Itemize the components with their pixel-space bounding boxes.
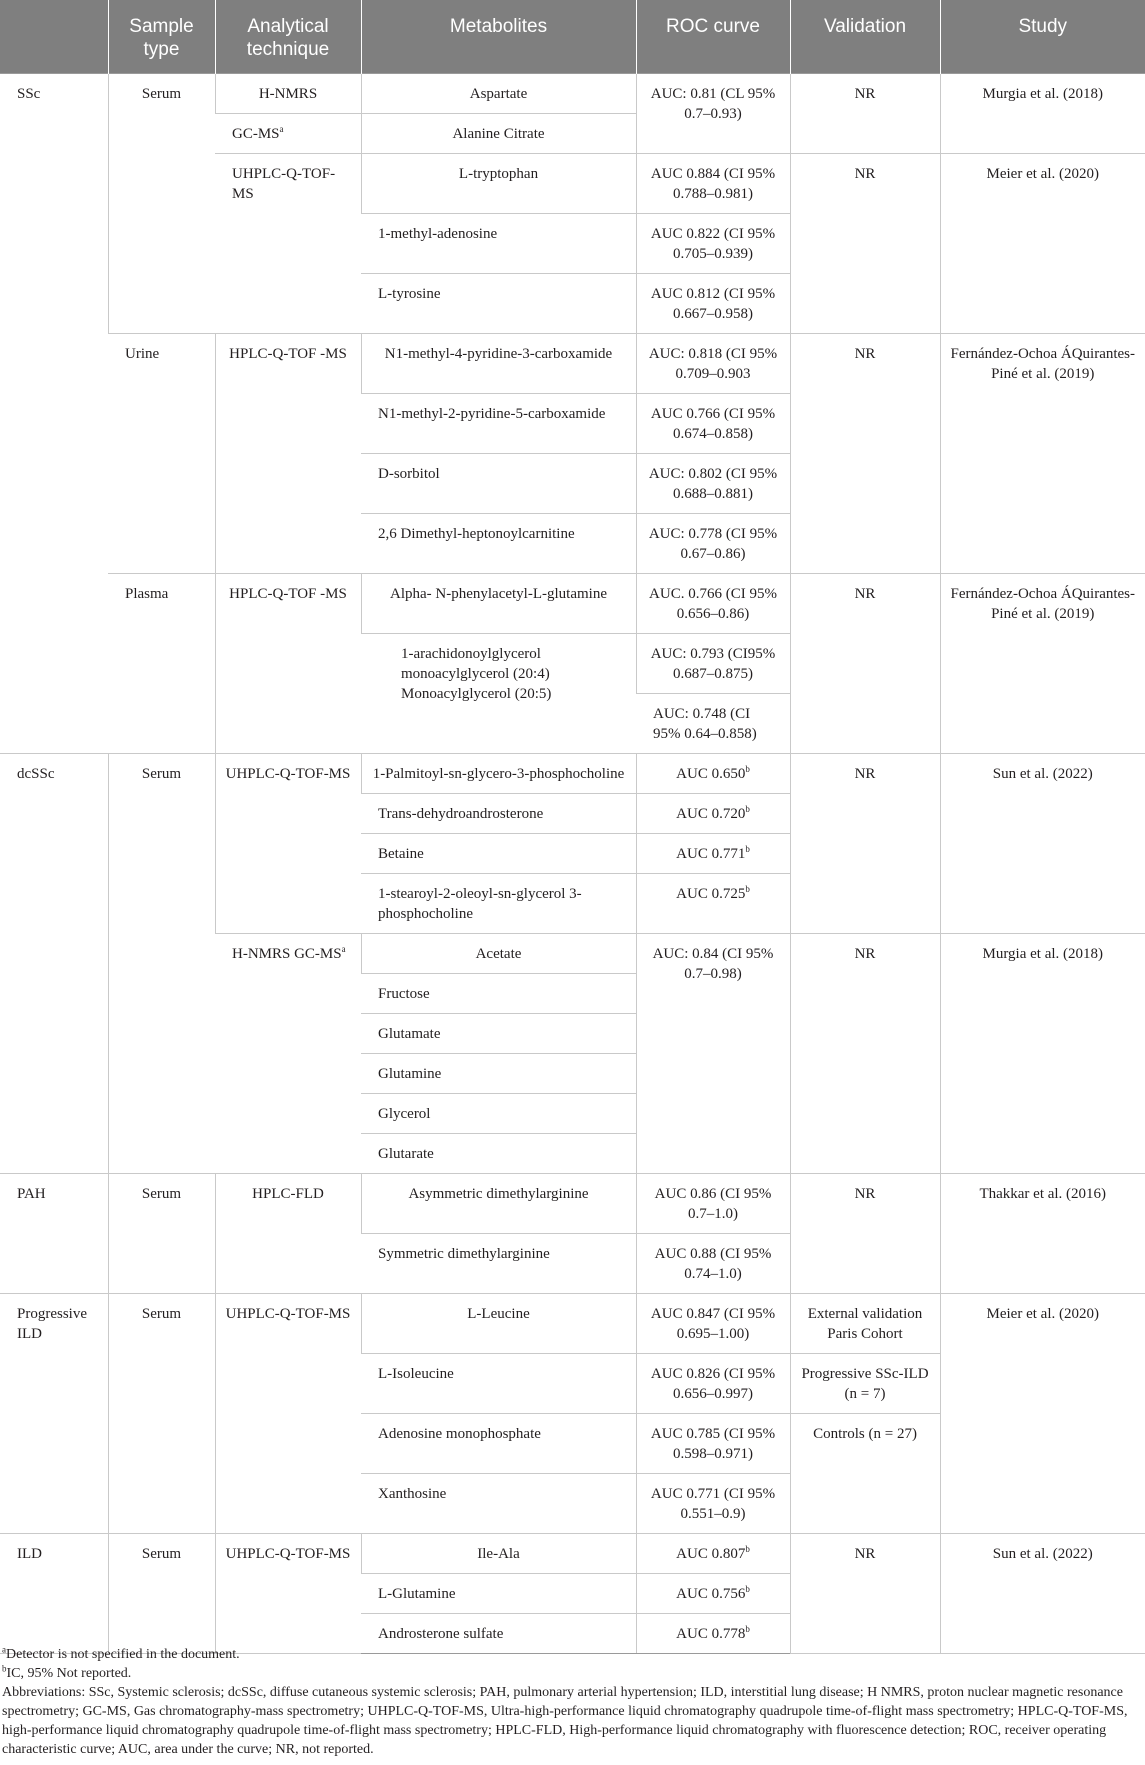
roc-text: AUC 0.778 (676, 1626, 746, 1642)
footnote-a-text: Detector is not specified in the document. (6, 1647, 240, 1662)
header-roc-curve: ROC curve (636, 0, 790, 74)
roc-cell: AUC 0.847 (CI 95% 0.695–1.00) (636, 1294, 790, 1354)
roc-text: AUC 0.650 (676, 766, 746, 782)
roc-cell: AUC 0.88 (CI 95% 0.74–1.0) (636, 1234, 790, 1294)
metabolite-cell: D-sorbitol (361, 454, 636, 514)
abbreviations: Abbreviations: SSc, Systemic sclerosis; dcSSc, diffuse cutaneous systemic sclerosis; PAH, pulmonary arterial hypertension; ILD, interstitial lung disease; H NMRS, proton nuclear magnetic resonance spectrometry; GC-MS, Gas chromatography-mass spectrometry; UHPLC-Q-TOF-MS, Ultra-high-performance liquid chromatography quadrupole time-of-flight mass spectrometry; HPLC-Q-TOF-MS, high-performance liquid chromatography quadrupole time-of-flight mass spectrometry; HPLC-FLD, High-performance liquid chromatography with fluorescence detection; ROC, receiver operating characteristic curve; AUC, area under the curve; NR, not reported. (2, 1685, 1128, 1757)
study-cell: Thakkar et al. (2016) (940, 1174, 1145, 1294)
footnote-a (2, 1645, 1142, 1664)
footnote-b-marker: b (2, 1663, 7, 1674)
study-cell: Sun et al. (2022) (940, 1534, 1145, 1654)
table-row (0, 334, 1145, 394)
roc-cell: AUC: 0.81 (CL 95% 0.7–0.93) (636, 74, 790, 154)
footnote-b-marker: b (745, 844, 750, 854)
metabolite-cell: 1-Palmitoyl-sn-glycero-3-phosphocholine (361, 754, 636, 794)
validation-cell: NR (790, 74, 940, 154)
metabolite-cell: N1-methyl-4-pyridine-3-carboxamide (361, 334, 636, 394)
roc-cell (636, 754, 790, 794)
group-cell: SSc (0, 74, 108, 754)
roc-cell: AUC: 0.778 (CI 95% 0.67–0.86) (636, 514, 790, 574)
group-cell: Progressive ILD (0, 1294, 108, 1534)
footnote-b (2, 1664, 1142, 1683)
technique-cell: HPLC-FLD (215, 1174, 361, 1294)
header-group (0, 0, 108, 74)
study-cell: Murgia et al. (2018) (940, 934, 1145, 1174)
metabolite-cell: Alpha- N-phenylacetyl-L-glutamine (361, 574, 636, 634)
roc-cell: AUC: 0.793 (CI95% 0.687–0.875) (636, 634, 790, 694)
roc-cell: AUC. 0.766 (CI 95% 0.656–0.86) (636, 574, 790, 634)
header-study: Study (940, 0, 1145, 74)
validation-cell: Progressive SSc-ILD (n = 7) (790, 1354, 940, 1414)
roc-text: AUC 0.807 (676, 1546, 746, 1562)
header-analytical-technique: Analytical technique (215, 0, 361, 74)
table-row (0, 1174, 1145, 1234)
study-cell: Meier et al. (2020) (940, 1294, 1145, 1534)
roc-text: AUC 0.756 (676, 1586, 746, 1602)
footnote-b-marker: b (745, 1624, 750, 1634)
roc-cell (636, 874, 790, 934)
technique-cell: UHPLC-Q-TOF-MS (215, 1534, 361, 1654)
metabolite-cell: L-Glutamine (361, 1574, 636, 1614)
sample-cell: Serum (108, 1294, 215, 1534)
roc-text: AUC 0.725 (676, 886, 746, 902)
roc-cell: AUC 0.812 (CI 95% 0.667–0.958) (636, 274, 790, 334)
technique-cell: H-NMRS (215, 74, 361, 114)
group-cell: ILD (0, 1534, 108, 1654)
roc-cell: AUC 0.884 (CI 95% 0.788–0.981) (636, 154, 790, 214)
sample-cell: Serum (108, 754, 215, 1174)
metabolite-cell: Adenosine monophosphate (361, 1414, 636, 1474)
metabolite-cell: L-tyrosine (361, 274, 636, 334)
study-cell: Murgia et al. (2018) (940, 74, 1145, 154)
metabolite-cell: Glutamate (361, 1014, 636, 1054)
roc-cell: AUC 0.771 (CI 95% 0.551–0.9) (636, 1474, 790, 1534)
technique-cell: HPLC-Q-TOF -MS (215, 334, 361, 574)
validation-cell: NR (790, 934, 940, 1174)
metabolite-cell: Symmetric dimethylarginine (361, 1234, 636, 1294)
sample-cell: Serum (108, 1534, 215, 1654)
metabolite-cell: L-Isoleucine (361, 1354, 636, 1414)
group-cell: PAH (0, 1174, 108, 1294)
metabolite-cell: 1-methyl-adenosine (361, 214, 636, 274)
study-cell: Sun et al. (2022) (940, 754, 1145, 934)
technique-cell: UHPLC-Q-TOF-MS (215, 754, 361, 934)
validation-cell: NR (790, 754, 940, 934)
roc-cell: AUC 0.826 (CI 95% 0.656–0.997) (636, 1354, 790, 1414)
validation-cell: External validation Paris Cohort (790, 1294, 940, 1354)
metabolite-cell: 1-arachidonoylglycerol monoacylglycerol (20:4) Monoacylglycerol (20:5) (361, 634, 636, 754)
metabolite-cell: Xanthosine (361, 1474, 636, 1534)
footnote-b-marker: b (745, 884, 750, 894)
metabolite-cell: Glutamine (361, 1054, 636, 1094)
sample-cell: Serum (108, 1174, 215, 1294)
roc-cell: AUC: 0.818 (CI 95% 0.709–0.903 (636, 334, 790, 394)
technique-cell: UHPLC-Q-TOF-MS (215, 154, 361, 334)
metabolite-cell: Betaine (361, 834, 636, 874)
metabolite-cell: Trans-dehydroandrosterone (361, 794, 636, 834)
technique-cell (215, 934, 361, 1174)
roc-cell: AUC: 0.802 (CI 95% 0.688–0.881) (636, 454, 790, 514)
footnote-b-marker: b (745, 1584, 750, 1594)
group-cell: dcSSc (0, 754, 108, 1174)
metabolite-cell: Glutarate (361, 1134, 636, 1174)
sample-cell: Plasma (108, 574, 215, 754)
sample-cell: Serum (108, 74, 215, 334)
header-validation: Validation (790, 0, 940, 74)
roc-cell (636, 794, 790, 834)
footnote-b-marker: b (745, 764, 750, 774)
technique-text: GC-MS (232, 126, 280, 142)
table-row (0, 74, 1145, 114)
roc-cell: AUC 0.785 (CI 95% 0.598–0.971) (636, 1414, 790, 1474)
roc-cell: AUC 0.86 (CI 95% 0.7–1.0) (636, 1174, 790, 1234)
roc-cell (636, 834, 790, 874)
footnote-a-marker: a (279, 124, 284, 134)
header-row (0, 0, 1145, 74)
sample-cell: Urine (108, 334, 215, 574)
validation-cell: NR (790, 334, 940, 574)
footnote-a-marker: a (2, 1644, 6, 1655)
study-cell: Meier et al. (2020) (940, 154, 1145, 334)
metabolite-cell: Alanine Citrate (361, 114, 636, 154)
metabolite-cell: Aspartate (361, 74, 636, 114)
roc-text: AUC 0.771 (676, 846, 746, 862)
table-footnotes (2, 1645, 1142, 1759)
metabolite-cell: L-tryptophan (361, 154, 636, 214)
metabolite-cell: Ile-Ala (361, 1534, 636, 1574)
roc-cell (636, 1574, 790, 1614)
metabolite-cell: 1-stearoyl-2-oleoyl-sn-glycerol 3-phosphocholine (361, 874, 636, 934)
validation-cell: NR (790, 1534, 940, 1654)
validation-cell: NR (790, 1174, 940, 1294)
validation-cell: NR (790, 154, 940, 334)
table-row (0, 574, 1145, 634)
metabolite-cell: Acetate (361, 934, 636, 974)
table-row (0, 1294, 1145, 1354)
footnote-b-marker: b (745, 1544, 750, 1554)
metabolite-cell: Asymmetric dimethylarginine (361, 1174, 636, 1234)
metabolite-cell: L-Leucine (361, 1294, 636, 1354)
roc-cell: AUC: 0.748 (CI 95% 0.64–0.858) (636, 694, 790, 754)
study-cell: Fernández-Ochoa ÁQuirantes-Piné et al. (2019) (940, 334, 1145, 574)
roc-cell: AUC: 0.84 (CI 95% 0.7–0.98) (636, 934, 790, 1174)
technique-text: H-NMRS GC-MS (232, 946, 342, 962)
metabolite-cell: Androsterone sulfate (361, 1614, 636, 1654)
validation-cell: Controls (n = 27) (790, 1414, 940, 1534)
header-sample-type: Sample type (108, 0, 215, 74)
technique-cell: HPLC-Q-TOF -MS (215, 574, 361, 754)
table-row (0, 1534, 1145, 1574)
metabolite-cell: Glycerol (361, 1094, 636, 1134)
roc-cell: AUC 0.822 (CI 95% 0.705–0.939) (636, 214, 790, 274)
study-cell: Fernández-Ochoa ÁQuirantes-Piné et al. (2019) (940, 574, 1145, 754)
validation-cell: NR (790, 574, 940, 754)
footnote-b-marker: b (745, 804, 750, 814)
technique-cell: UHPLC-Q-TOF-MS (215, 1294, 361, 1534)
table-row (0, 754, 1145, 794)
metabolite-cell: Fructose (361, 974, 636, 1014)
header-metabolites: Metabolites (361, 0, 636, 74)
metabolite-cell: N1-methyl-2-pyridine-5-carboxamide (361, 394, 636, 454)
technique-cell (215, 114, 361, 154)
roc-cell (636, 1534, 790, 1574)
roc-text: AUC 0.720 (676, 806, 746, 822)
footnote-b-text: IC, 95% Not reported. (6, 1666, 132, 1681)
roc-cell: AUC 0.766 (CI 95% 0.674–0.858) (636, 394, 790, 454)
metabolite-cell: 2,6 Dimethyl-heptonoylcarnitine (361, 514, 636, 574)
footnote-a-marker: a (341, 944, 346, 954)
